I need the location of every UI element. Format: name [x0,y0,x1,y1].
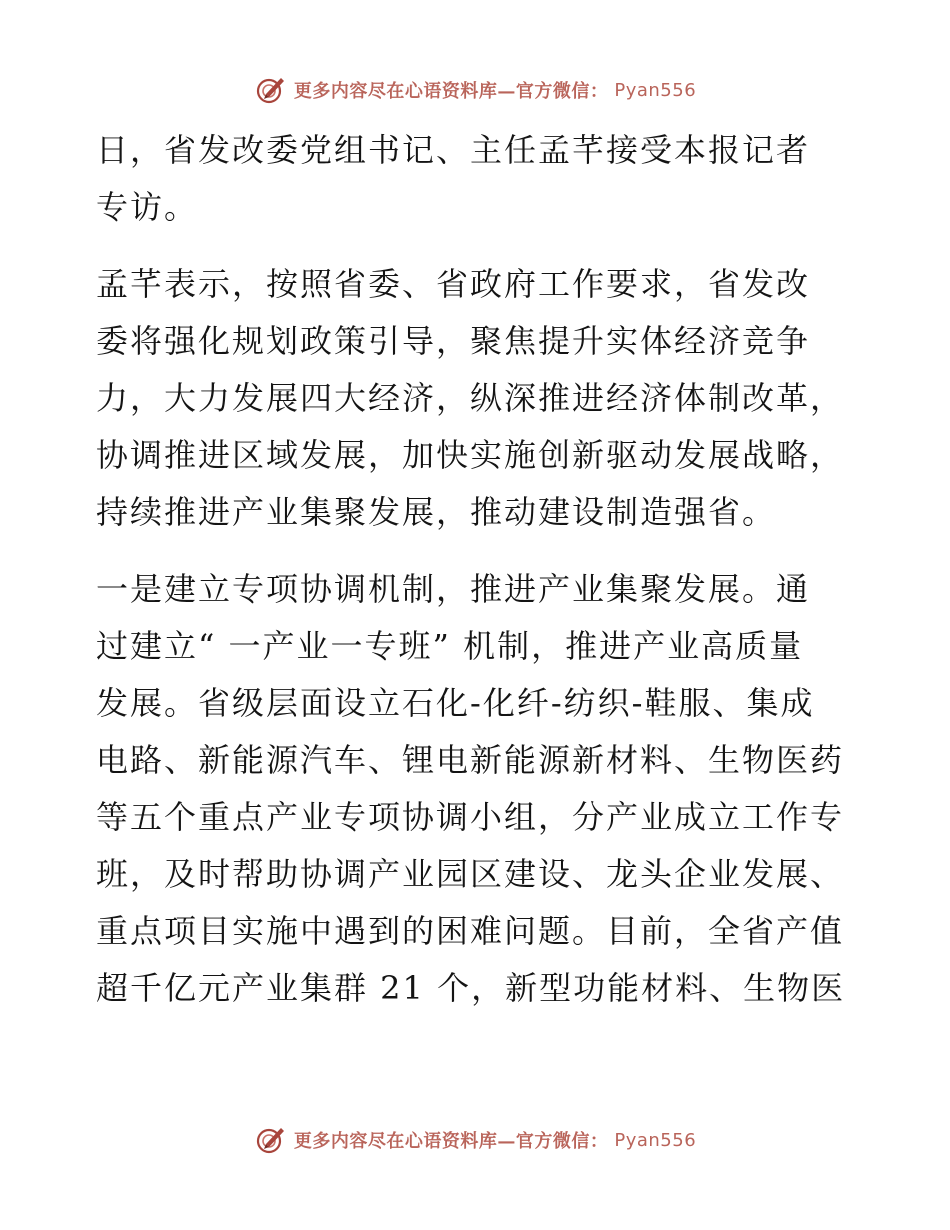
brush-logo-icon [254,73,288,107]
header-banner [0,70,950,110]
text-line: 等五个重点产业专项协调小组，分产业成立工作专 [96,798,845,836]
text-line: 专访。 [96,188,199,226]
footer-banner [0,1120,950,1160]
text-line: 孟芊表示，按照省委、省政府工作要求，省发改 [96,265,811,303]
text-line: 发展。省级层面设立石化-化纤-纺织-鞋服、集成 [96,684,815,722]
paragraph-2 [96,256,856,541]
header-site-text: 更多内容尽在心语资料库—官方微信： [293,81,609,102]
text-line: 班，及时帮助协调产业园区建设、龙头企业发展、 [96,855,845,893]
text-line: 一是建立专项协调机制，推进产业集聚发展。通 [96,570,811,608]
text-line: 力，大力发展四大经济，纵深推进经济体制改革， [96,379,845,417]
text-line: 重点项目实施中遇到的困难问题。目前，全省产值 [96,912,845,950]
footer-wechat-id: Pyan556 [614,1129,697,1151]
text-line: 委将强化规划政策引导，聚焦提升实体经济竞争 [96,322,811,360]
footer-site-text: 更多内容尽在心语资料库—官方微信： [293,1131,609,1152]
text-line: 持续推进产业集聚发展，推动建设制造强省。 [96,493,777,531]
text-line: 日，省发改委党组书记、主任孟芊接受本报记者 [96,131,811,169]
text-line: 电路、新能源汽车、锂电新能源新材料、生物医药 [96,741,845,779]
text-line: 协调推进区域发展，加快实施创新驱动发展战略， [96,436,845,474]
paragraph-1 [96,122,856,236]
paragraph-3 [96,561,856,1017]
text-line: 过建立“ 一产业一专班” 机制，推进产业高质量 [96,627,804,665]
brush-logo-icon [254,1123,288,1157]
header-wechat-id: Pyan556 [614,79,697,101]
text-line: 超千亿元产业集群 21 个，新型功能材料、生物医 [96,969,846,1007]
article-body [96,122,856,1037]
